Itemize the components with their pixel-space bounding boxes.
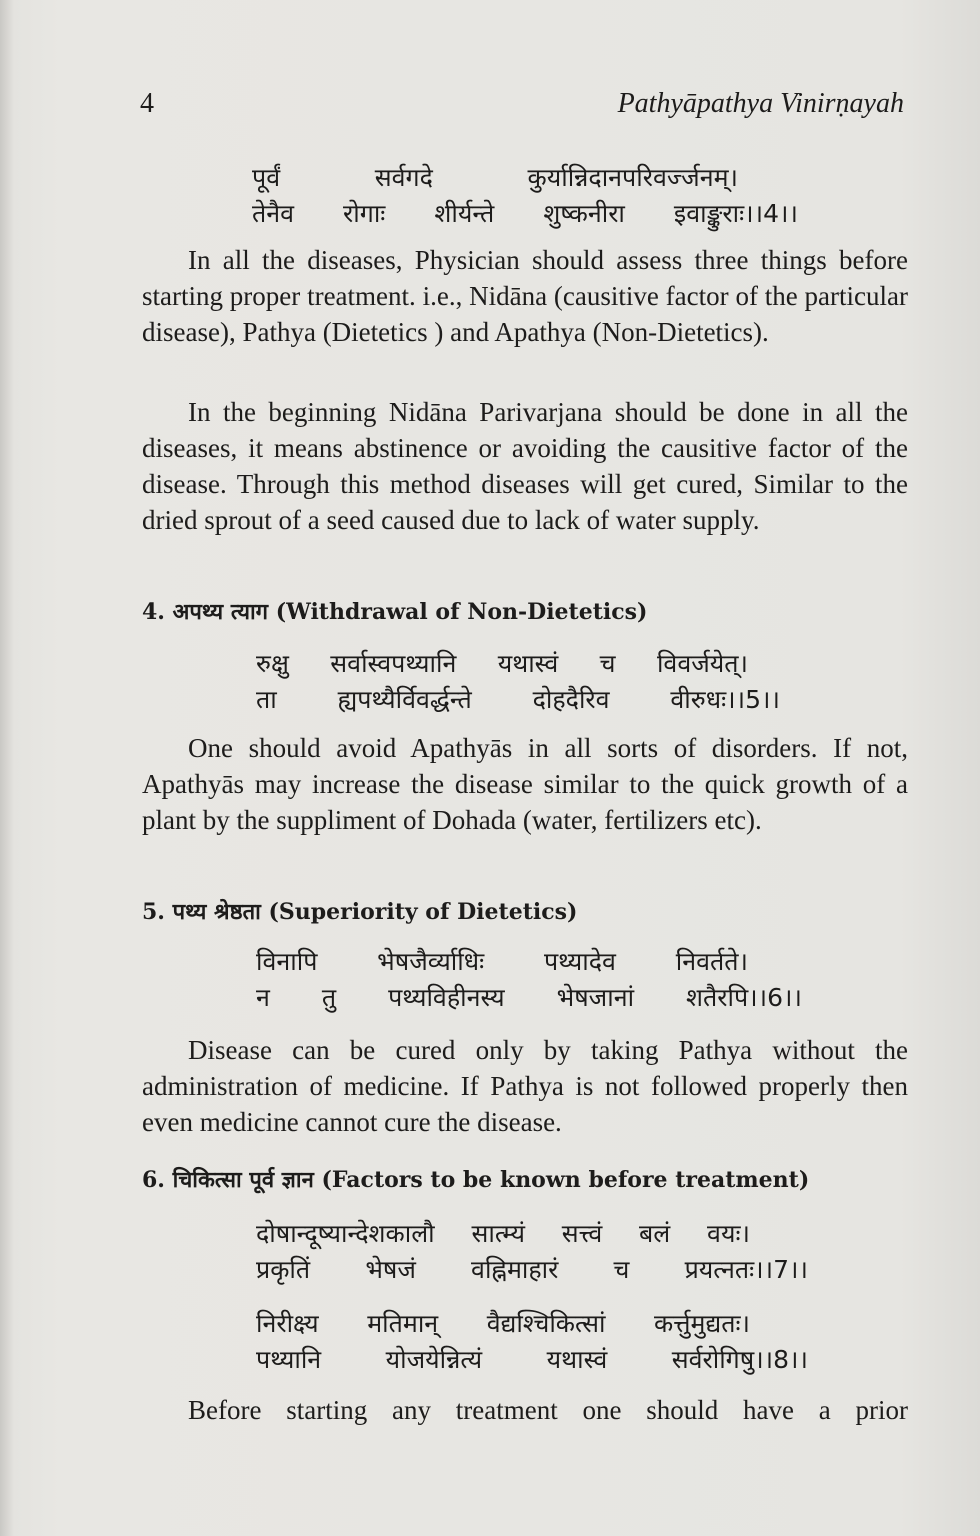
paragraph: Before starting any treatment one should have a prior [188,1395,908,1425]
paragraph: Disease can be cured only by taking Pathya without the administration of medicine. If Pathya is not followed properly then even medicine cannot cure the disease. [142,1035,908,1137]
verse-word: तेनैव [252,199,295,228]
verse-word: रोगाः [343,199,386,228]
verse-line [256,646,748,682]
verse-word: भेषजं [365,1255,416,1284]
verse-word: कुर्यान्निदानपरिवर्ज्जनम्। [527,163,738,192]
verse-5 [256,646,780,718]
verse-line [256,1306,750,1342]
verse-line [256,944,748,980]
verse-word: वयः। [707,1219,750,1248]
verse-word: यथास्वं [497,649,559,678]
verse-word: सर्वास्वपथ्यानि [330,649,457,678]
verse-line [256,682,780,718]
verse-word: तु [321,983,337,1012]
verse-line [256,980,802,1016]
verse-line [252,160,738,196]
page-number: 4 [140,88,154,119]
verse-word: रुक्षु [256,649,289,678]
verse-7 [256,1216,808,1288]
verse-word: न [256,983,270,1012]
verse-word: प्रयत्नतः।।7।। [684,1255,808,1284]
verse-word: वह्निमाहारं [471,1255,559,1284]
verse-word: शतैरपि।।6।। [686,983,802,1012]
verse-word: विनापि [256,947,318,976]
verse-6 [256,944,802,1016]
verse-word: विवर्जयेत्। [656,649,748,678]
verse-word: वैद्यश्चिकित्सां [486,1309,606,1338]
verse-word: मतिमान् [367,1309,439,1338]
verse-word: पूर्वं [252,163,281,192]
verse-word: कर्त्तुमुद्यतः। [654,1309,750,1338]
verse-word: दोहदैरिव [532,685,610,714]
paragraph: In all the diseases, Physician should assess three things before starting proper treatment. i.e., Nidāna (causitive factor of the particular disease), Pathya (Dietetics ) and Apathya (Non-Dietetics). [142,245,908,347]
verse-4 [252,160,798,232]
section-heading: 6. चिकित्सा पूर्व ज्ञान (Factors to be known before treatment) [142,1167,810,1193]
verse-word: पथ्यानि [256,1345,322,1374]
section-heading: 4. अपथ्य त्याग (Withdrawal of Non-Dietetics) [142,599,648,625]
verse-word: यथास्वं [546,1345,608,1374]
verse-line [252,196,798,232]
verse-word: शुष्कनीरा [543,199,625,228]
verse-word: निरीक्ष्य [256,1309,319,1338]
paragraph: One should avoid Apathyās in all sorts of disorders. If not, Apathyās may increase the disease similar to the quick growth of a plant by the suppliment of Dohada (water, fertilizers etc). [142,733,908,835]
verse-word: सर्वगदे [374,163,433,192]
verse-word: दोषान्दूष्यान्देशकालौ [256,1219,435,1248]
verse-word: भेषजानां [556,983,635,1012]
verse-word: प्रकृतिं [256,1255,311,1284]
verse-8 [256,1306,808,1378]
verse-word: सत्त्वं [561,1219,603,1248]
running-title: Pathyāpathya Vinirṇayah [617,88,904,119]
verse-line [256,1252,808,1288]
paragraph: In the beginning Nidāna Parivarjana should be done in all the diseases, it means abstinence or avoiding the causitive factor of the disease. Through this method diseases will get cured, Similar to the dried sprout of a seed caused due to lack of water supply. [142,397,908,535]
verse-word: बलं [639,1219,671,1248]
verse-word: पथ्यादेव [543,947,616,976]
verse-word: योजयेन्नित्यं [385,1345,483,1374]
verse-word: सात्म्यं [471,1219,525,1248]
verse-line [256,1216,750,1252]
section-heading: 5. पथ्य श्रेष्ठता (Superiority of Dietetics) [142,899,578,925]
verse-word: ता [256,685,277,714]
verse-word: भेषजैर्व्याधिः [377,947,485,976]
verse-word: वीरुधः।।5।। [670,685,780,714]
verse-word: सर्वरोगिषु।।8।। [671,1345,808,1374]
verse-word: ह्यपथ्यैर्विवर्द्धन्ते [337,685,472,714]
verse-word: शीर्यन्ते [434,199,495,228]
verse-line [256,1342,808,1378]
verse-word: च [613,1255,630,1284]
verse-word: च [599,649,616,678]
verse-word: इवाङ्कुराः।।4।। [673,199,798,228]
verse-word: पथ्यविहीनस्य [388,983,505,1012]
verse-word: निवर्तते। [675,947,748,976]
